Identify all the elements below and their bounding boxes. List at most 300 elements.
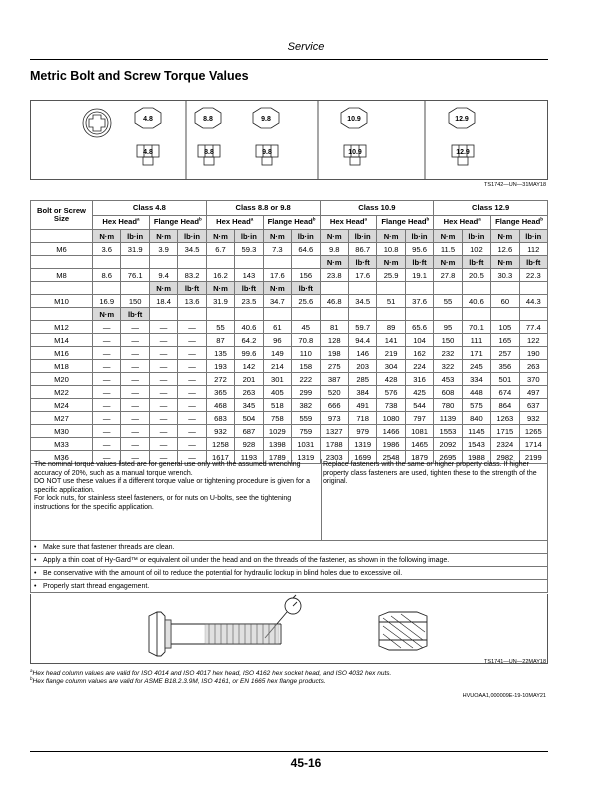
hex-head-sup: a (250, 216, 254, 222)
torque-value: 758 (263, 412, 291, 425)
instruction-item: • Be conservative with the amount of oil to reduce the potential for hydraulic lockup in blind holes due to excessive oil. (30, 567, 548, 580)
footer-rule (30, 751, 548, 752)
flange-head-label: Flange Head (153, 217, 200, 226)
torque-value: 864 (491, 399, 519, 412)
torque-value: 64.6 (292, 243, 320, 256)
torque-value: 19.1 (405, 269, 433, 282)
blank-cell (434, 308, 462, 321)
bolt-label-9-8-head: 9.8 (261, 116, 271, 123)
class-header-4-8: Class 4.8 (93, 201, 207, 216)
torque-value: 759 (292, 425, 320, 438)
bolt-marking-illustration (31, 101, 547, 179)
torque-value: 3.6 (93, 243, 121, 256)
hex-head-label: Hex Head (329, 217, 365, 226)
torque-value: 142 (235, 360, 263, 373)
section-header: Service (287, 41, 325, 53)
notes-divider (321, 459, 322, 541)
torque-value: 1715 (491, 425, 519, 438)
blank-cell (235, 256, 263, 269)
blank-cell (462, 282, 490, 295)
torque-value: 65.6 (405, 321, 433, 334)
torque-value: 425 (405, 386, 433, 399)
bolt-oil-illustration (31, 594, 547, 662)
note-line: For lock nuts, for stainless steel fasteners, or for nuts on U-bolts, see the tightening instructions for the specific application. (34, 495, 292, 511)
bolt-label-12-9-head: 12.9 (455, 116, 469, 123)
bolt-label-9-8-side: 9.8 (262, 149, 272, 156)
unit-label: N·m (263, 230, 291, 243)
torque-value: 89 (377, 321, 405, 334)
torque-value: 27.8 (434, 269, 462, 282)
torque-value: 559 (292, 412, 320, 425)
note-line: The nominal torque values listed are for general use only with the assumed wrenching accuracy of 20%, such as a manual torque wrench. (34, 461, 301, 477)
torque-value: 575 (462, 399, 490, 412)
torque-value: 40.6 (462, 295, 490, 308)
torque-value: 683 (206, 412, 234, 425)
torque-value: 6.7 (206, 243, 234, 256)
blank-cell (348, 282, 376, 295)
torque-value: — (93, 334, 121, 347)
torque-value: 738 (377, 399, 405, 412)
blank-cell (491, 308, 519, 321)
table-row (31, 321, 548, 334)
torque-value: 25.9 (377, 269, 405, 282)
torque-value: 1029 (263, 425, 291, 438)
torque-value: 497 (519, 386, 547, 399)
hex-head-header (320, 215, 377, 230)
torque-value: — (93, 360, 121, 373)
bolt-label-12-9-side: 12.9 (456, 149, 470, 156)
unit-label: lb·in (292, 230, 320, 243)
unit-label: lb·ft (178, 282, 206, 295)
torque-value: 1265 (519, 425, 547, 438)
torque-value: 40.6 (235, 321, 263, 334)
torque-value: 1543 (462, 438, 490, 451)
table-row (31, 438, 548, 451)
instruction-item: • Properly start thread engagement. (30, 580, 548, 593)
footnote-b-marker: b (30, 675, 33, 681)
torque-value: 55 (434, 295, 462, 308)
torque-value: 150 (121, 295, 149, 308)
torque-value: 51 (377, 295, 405, 308)
torque-value: 141 (377, 334, 405, 347)
blank-cell (121, 256, 149, 269)
torque-value: 31.9 (206, 295, 234, 308)
bolt-label-4-8-side: 4.8 (143, 149, 153, 156)
torque-value: 1258 (206, 438, 234, 451)
unit-label: lb·ft (348, 256, 376, 269)
torque-value: 158 (292, 360, 320, 373)
torque-value: 95.6 (405, 243, 433, 256)
torque-value: 263 (519, 360, 547, 373)
class-header-10-9: Class 10.9 (320, 201, 434, 216)
torque-value: — (178, 321, 206, 334)
torque-value: 301 (263, 373, 291, 386)
torque-value: 46.8 (320, 295, 348, 308)
torque-value: 64.2 (235, 334, 263, 347)
torque-value: — (121, 399, 149, 412)
torque-value: 149 (263, 347, 291, 360)
torque-value: 146 (348, 347, 376, 360)
flange-head-header (491, 215, 548, 230)
unit-label: N·m (149, 230, 177, 243)
torque-value: 365 (206, 386, 234, 399)
notes-right: Replace fasteners with the same or higher property class. If higher property class fasteners are used, tighten these to the strength of the original. (323, 461, 537, 485)
torque-value: 797 (405, 412, 433, 425)
unit-row (31, 230, 548, 243)
torque-value: 840 (462, 412, 490, 425)
unit-label: lb·in (121, 230, 149, 243)
unit-label: N·m (434, 230, 462, 243)
torque-value: 370 (519, 373, 547, 386)
torque-value: 81 (320, 321, 348, 334)
torque-value: 20.5 (462, 269, 490, 282)
footnote-a-text: Hex head column values are valid for ISO 4014 and ISO 4017 hex head, ISO 4162 hex socket head, and ISO 4032 hex nuts. (32, 670, 392, 677)
torque-value: — (121, 360, 149, 373)
note-line: DO NOT use these values if a different torque value or tightening procedure is given for a specific application. (34, 478, 311, 494)
torque-value: — (178, 386, 206, 399)
torque-value: — (149, 334, 177, 347)
header-rule (30, 59, 548, 60)
blank-cell (491, 282, 519, 295)
torque-value: — (178, 360, 206, 373)
torque-value: — (121, 438, 149, 451)
size-cell: M18 (31, 360, 93, 373)
table-row (31, 269, 548, 282)
unit-row (31, 282, 548, 295)
torque-value: 544 (405, 399, 433, 412)
torque-value: — (121, 412, 149, 425)
torque-value: 1398 (263, 438, 291, 451)
notes-box (30, 459, 548, 541)
torque-value: 1319 (348, 438, 376, 451)
torque-value: 77.4 (519, 321, 547, 334)
torque-value: 30.3 (491, 269, 519, 282)
table-row (31, 373, 548, 386)
blank-cell (263, 256, 291, 269)
flange-head-sup: b (312, 216, 316, 222)
torque-value: 275 (320, 360, 348, 373)
size-cell: M30 (31, 425, 93, 438)
torque-value: 1879 (405, 451, 433, 464)
torque-value: 1788 (320, 438, 348, 451)
torque-value: 224 (405, 360, 433, 373)
table-row (31, 386, 548, 399)
torque-table (30, 200, 548, 464)
torque-value: — (121, 347, 149, 360)
torque-value: 387 (320, 373, 348, 386)
torque-value: — (93, 438, 121, 451)
torque-value: 2324 (491, 438, 519, 451)
torque-value: — (149, 360, 177, 373)
unit-label: lb·in (348, 230, 376, 243)
torque-value: 2982 (491, 451, 519, 464)
torque-value: 105 (491, 321, 519, 334)
class-header-12-9: Class 12.9 (434, 201, 548, 216)
torque-value: 99.6 (235, 347, 263, 360)
torque-value: 491 (348, 399, 376, 412)
unit-label: N·m (491, 230, 519, 243)
hex-head-label: Hex Head (216, 217, 251, 226)
torque-value: 345 (235, 399, 263, 412)
torque-value: 1617 (206, 451, 234, 464)
hex-head-header (206, 215, 263, 230)
torque-value: — (121, 425, 149, 438)
unit-label: N·m (206, 230, 234, 243)
torque-value: 263 (235, 386, 263, 399)
torque-value: 1031 (292, 438, 320, 451)
torque-value: 165 (491, 334, 519, 347)
torque-value: — (149, 425, 177, 438)
flange-head-label: Flange Head (381, 217, 427, 226)
torque-value: 232 (434, 347, 462, 360)
torque-value: 171 (462, 347, 490, 360)
blank-cell (178, 308, 206, 321)
unit-label: N·m (93, 230, 121, 243)
torque-value: 687 (235, 425, 263, 438)
instruction-list (30, 541, 548, 593)
size-cell: M8 (31, 269, 93, 282)
blank-cell (519, 308, 547, 321)
torque-value: — (178, 373, 206, 386)
torque-value: 12.6 (491, 243, 519, 256)
flange-head-header (377, 215, 434, 230)
table-row (31, 360, 548, 373)
footnote-a-marker: a (30, 667, 33, 673)
size-cell: M12 (31, 321, 93, 334)
blank-cell (93, 282, 121, 295)
torque-value: 9.4 (149, 269, 177, 282)
unit-label: N·m (206, 282, 234, 295)
torque-value: 1327 (320, 425, 348, 438)
torque-value: 214 (263, 360, 291, 373)
torque-value: — (121, 373, 149, 386)
table-row (31, 295, 548, 308)
torque-value: 61 (263, 321, 291, 334)
torque-value: 674 (491, 386, 519, 399)
torque-value: 34.5 (178, 243, 206, 256)
torque-value: 76.1 (121, 269, 149, 282)
torque-value: 112 (519, 243, 547, 256)
blank-cell (149, 256, 177, 269)
torque-value: 135 (206, 347, 234, 360)
torque-value: 718 (348, 412, 376, 425)
blank-cell (462, 308, 490, 321)
blank-cell (235, 308, 263, 321)
blank-cell (263, 308, 291, 321)
unit-label: N·m (377, 230, 405, 243)
flange-head-sup: b (540, 216, 544, 222)
unit-label: lb·ft (235, 282, 263, 295)
unit-label: lb·ft (519, 256, 547, 269)
unit-label: N·m (263, 282, 291, 295)
table-row (31, 243, 548, 256)
size-cell: M33 (31, 438, 93, 451)
blank-cell (31, 308, 93, 321)
size-cell: M6 (31, 243, 93, 256)
blank-cell (31, 256, 93, 269)
figure1-caption: TS1742—UN—31MAY18 (484, 182, 546, 188)
hex-head-label: Hex Head (102, 217, 137, 226)
torque-value: 11.5 (434, 243, 462, 256)
torque-value: 3.9 (149, 243, 177, 256)
torque-value: 59.3 (235, 243, 263, 256)
torque-value: 102 (462, 243, 490, 256)
torque-value: 356 (491, 360, 519, 373)
torque-value: 17.6 (263, 269, 291, 282)
torque-value: — (93, 412, 121, 425)
torque-value: 245 (462, 360, 490, 373)
hex-head-label: Hex Head (443, 217, 479, 226)
torque-value: — (149, 412, 177, 425)
torque-value: 203 (348, 360, 376, 373)
torque-value: 928 (235, 438, 263, 451)
torque-value: 96 (263, 334, 291, 347)
torque-value: 518 (263, 399, 291, 412)
unit-row (31, 256, 548, 269)
torque-value: 1988 (462, 451, 490, 464)
unit-label: lb·in (462, 230, 490, 243)
torque-value: — (149, 373, 177, 386)
blank-cell (31, 230, 93, 243)
footnote-b (30, 675, 548, 686)
torque-value: 468 (206, 399, 234, 412)
torque-value: 128 (320, 334, 348, 347)
torque-value: — (121, 321, 149, 334)
unit-label: lb·ft (292, 282, 320, 295)
footnote-b-text: Hex flange column values are valid for ASME B18.2.3.9M, ISO 4161, or EN 1665 hex flange products. (32, 678, 326, 685)
head-type-row (31, 215, 548, 230)
instruction-item: • Apply a thin coat of Hy-Gard™ or equivalent oil under the head and on the threads of the fastener, as shown in the following image. (30, 554, 548, 567)
size-cell: M20 (31, 373, 93, 386)
torque-value: 87 (206, 334, 234, 347)
instruction-item: • Make sure that fastener threads are clean. (30, 541, 548, 554)
unit-label: N·m (93, 308, 121, 321)
torque-value: 55 (206, 321, 234, 334)
blank-cell (206, 308, 234, 321)
unit-label: N·m (491, 256, 519, 269)
unit-label: lb·in (405, 230, 433, 243)
torque-value: — (149, 399, 177, 412)
table-row (31, 412, 548, 425)
torque-value: — (93, 386, 121, 399)
torque-value: 34.5 (348, 295, 376, 308)
unit-label: lb·ft (462, 256, 490, 269)
torque-value: 382 (292, 399, 320, 412)
unit-label: N·m (320, 256, 348, 269)
torque-value: 13.6 (178, 295, 206, 308)
torque-value: — (149, 386, 177, 399)
torque-value: 1789 (263, 451, 291, 464)
flange-head-sup: b (199, 216, 202, 222)
size-column-header: Bolt or Screw Size (31, 201, 93, 230)
size-cell: M24 (31, 399, 93, 412)
torque-value: 1193 (235, 451, 263, 464)
torque-value: 1145 (462, 425, 490, 438)
torque-value: 1263 (491, 412, 519, 425)
torque-value: 17.6 (348, 269, 376, 282)
blank-cell (405, 308, 433, 321)
torque-value: 8.6 (93, 269, 121, 282)
table-row (31, 334, 548, 347)
torque-value: — (93, 373, 121, 386)
torque-value: 59.7 (348, 321, 376, 334)
torque-table-body (31, 230, 548, 464)
size-cell: M27 (31, 412, 93, 425)
torque-value: — (93, 425, 121, 438)
torque-value: 86.7 (348, 243, 376, 256)
torque-value: 219 (377, 347, 405, 360)
unit-label: N·m (377, 256, 405, 269)
torque-value: 257 (491, 347, 519, 360)
torque-value: 23.8 (320, 269, 348, 282)
torque-value: 304 (377, 360, 405, 373)
torque-value: — (93, 399, 121, 412)
torque-value: 299 (292, 386, 320, 399)
blank-cell (348, 308, 376, 321)
torque-value: 2092 (434, 438, 462, 451)
torque-value: 18.4 (149, 295, 177, 308)
page-number: 45-16 (290, 756, 322, 770)
torque-value: 2695 (434, 451, 462, 464)
torque-value: 1081 (405, 425, 433, 438)
size-cell: M22 (31, 386, 93, 399)
torque-value: 637 (519, 399, 547, 412)
blank-cell (405, 282, 433, 295)
table-row (31, 399, 548, 412)
bolt-label-8-8-head: 8.8 (203, 116, 213, 123)
torque-value: 1466 (377, 425, 405, 438)
unit-row (31, 308, 548, 321)
torque-value: 70.8 (292, 334, 320, 347)
hex-head-sup: a (364, 216, 367, 222)
unit-label: lb·in (178, 230, 206, 243)
hex-head-sup: a (136, 216, 140, 222)
table-row (31, 347, 548, 360)
class-header-8-8: Class 8.8 or 9.8 (206, 201, 320, 216)
torque-value: 334 (462, 373, 490, 386)
flange-head-sup: b (426, 216, 430, 222)
hex-head-sup: a (478, 216, 481, 222)
unit-label: lb·ft (121, 308, 149, 321)
torque-value: — (178, 412, 206, 425)
torque-value: 1465 (405, 438, 433, 451)
figure2-caption: TS1741—UN—22MAY18 (484, 659, 546, 665)
torque-value: 104 (405, 334, 433, 347)
torque-value: — (178, 438, 206, 451)
size-cell: M36 (31, 451, 93, 464)
torque-value: 1986 (377, 438, 405, 451)
bolt-label-4-8-head: 4.8 (143, 116, 153, 123)
torque-value: 143 (235, 269, 263, 282)
torque-value: 453 (434, 373, 462, 386)
torque-value: — (121, 451, 149, 464)
torque-value: 428 (377, 373, 405, 386)
torque-value: 198 (320, 347, 348, 360)
page-title: Metric Bolt and Screw Torque Values (30, 69, 249, 83)
unit-label: lb·ft (405, 256, 433, 269)
torque-value: 1139 (434, 412, 462, 425)
torque-value: 150 (434, 334, 462, 347)
blank-cell (31, 282, 93, 295)
torque-value: 285 (348, 373, 376, 386)
oil-application-figure (30, 594, 548, 664)
size-cell: M16 (31, 347, 93, 360)
torque-value: — (93, 347, 121, 360)
torque-value: 780 (434, 399, 462, 412)
torque-value: — (93, 451, 121, 464)
torque-value: 272 (206, 373, 234, 386)
bolt-label-10-9-side: 10.9 (348, 149, 362, 156)
